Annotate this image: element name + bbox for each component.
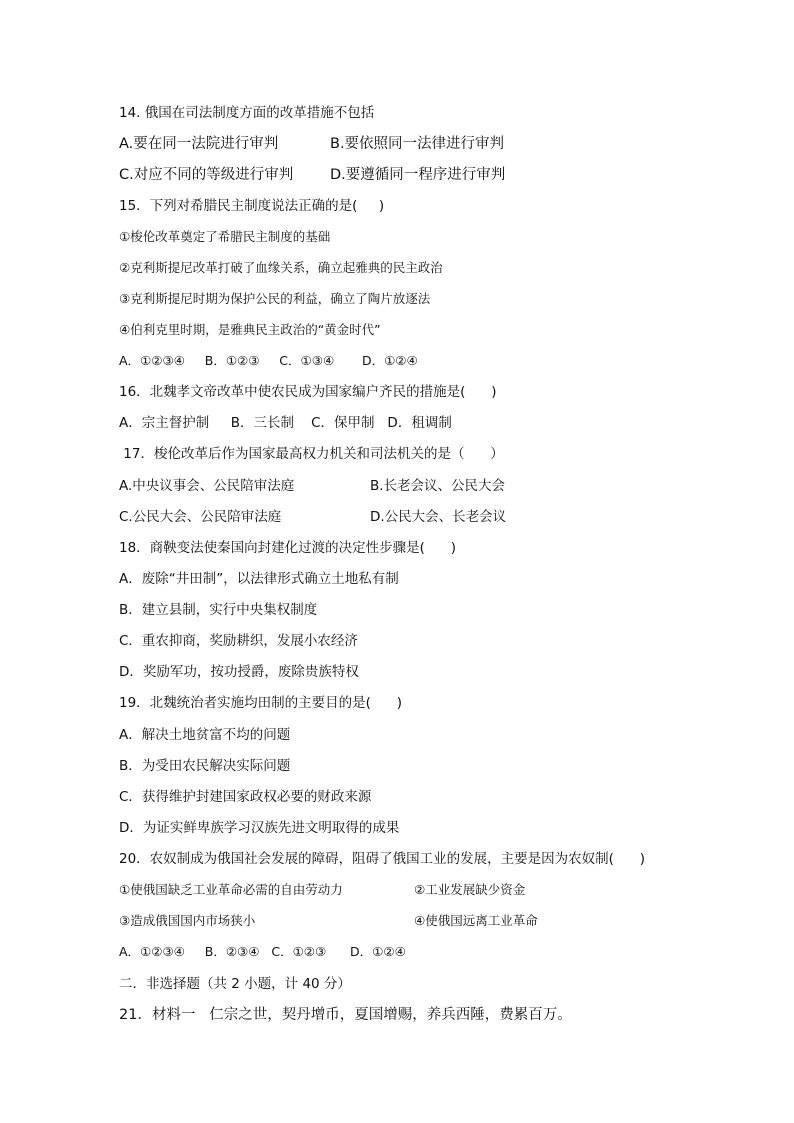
question-20-statement-4: ④使俄国远离工业革命 xyxy=(414,913,538,928)
question-15-stem: 15．下列对希腊民主制度说法正确的是( ) xyxy=(119,198,385,214)
question-15-statement-4: ④伯利克里时期，是雅典民主政治的“黄金时代” xyxy=(119,322,381,337)
question-18-option-c: C．重农抑商，奖励耕织，发展小农经济 xyxy=(119,633,358,649)
question-17-option-a: A.中央议事会、公民陪审法庭 xyxy=(119,478,295,494)
question-15-statement-1: ①梭伦改革奠定了希腊民主制度的基础 xyxy=(119,229,331,244)
question-19-option-d: D．为证实鲜卑族学习汉族先进文明取得的成果 xyxy=(119,820,400,836)
question-14-option-b: B.要依照同一法律进行审判 xyxy=(330,136,505,152)
question-18-option-b: B．建立县制，实行中央集权制度 xyxy=(119,602,318,618)
question-21-stem: 21．材料一 仁宗之世，契丹增币，夏国增赐，养兵西陲，费累百万。 xyxy=(119,1007,572,1023)
question-15-statement-2: ②克利斯提尼改革打破了血缘关系，确立起雅典的民主政治 xyxy=(119,260,443,275)
question-20-statement-2: ②工业发展缺少资金 xyxy=(414,882,526,897)
question-19-option-a: A．解决土地贫富不均的问题 xyxy=(119,727,291,743)
question-16-stem: 16．北魏孝文帝改革中使农民成为国家编户齐民的措施是( ) xyxy=(119,384,497,400)
question-19-option-b: B．为受田农民解决实际问题 xyxy=(119,758,291,774)
question-15-options: A．①②③④ B．①②③ C．①③④ D．①②④ xyxy=(119,353,418,368)
question-14-option-d: D.要遵循同一程序进行审判 xyxy=(330,167,506,183)
question-18-option-a: A．废除“井田制”，以法律形式确立土地私有制 xyxy=(119,571,399,587)
question-14-option-c: C.对应不同的等级进行审判 xyxy=(119,167,294,183)
question-17-stem: 17．梭伦改革后作为国家最高权力机关和司法机关的是（ ） xyxy=(119,446,504,462)
question-17-option-c: C.公民大会、公民陪审法庭 xyxy=(119,509,282,525)
section-2-heading: 二．非选择题（共 2 小题，计 40 分） xyxy=(119,976,351,992)
question-20-statement-3: ③造成俄国国内市场狭小 xyxy=(119,913,256,928)
question-17-option-d: D.公民大会、长老会议 xyxy=(370,509,507,525)
question-16-options: A．宗主督护制 B．三长制 C．保甲制 D．租调制 xyxy=(119,415,452,431)
question-14-stem: 14. 俄国在司法制度方面的改革措施不包括 xyxy=(119,105,375,121)
question-15-statement-3: ③克利斯提尼时期为保护公民的利益，确立了陶片放逐法 xyxy=(119,291,431,306)
question-14-option-a: A.要在同一法院进行审判 xyxy=(119,136,279,152)
question-18-stem: 18．商鞅变法使秦国向封建化过渡的决定性步骤是( ) xyxy=(119,540,456,556)
question-20-stem: 20．农奴制成为俄国社会发展的障碍，阻碍了俄国工业的发展，主要是因为农奴制( ) xyxy=(119,851,645,867)
question-19-stem: 19．北魏统治者实施均田制的主要目的是( ) xyxy=(119,695,402,711)
question-17-option-b: B.长老会议、公民大会 xyxy=(370,478,506,494)
question-19-option-c: C．获得维护封建国家政权必要的财政来源 xyxy=(119,789,372,805)
question-20-options: A．①②③④ B．②③④ C．①②③ D．①②④ xyxy=(119,944,406,959)
question-18-option-d: D．奖励军功，按功授爵，废除贵族特权 xyxy=(119,664,359,680)
question-20-statement-1: ①使俄国缺乏工业革命必需的自由劳动力 xyxy=(119,882,343,897)
